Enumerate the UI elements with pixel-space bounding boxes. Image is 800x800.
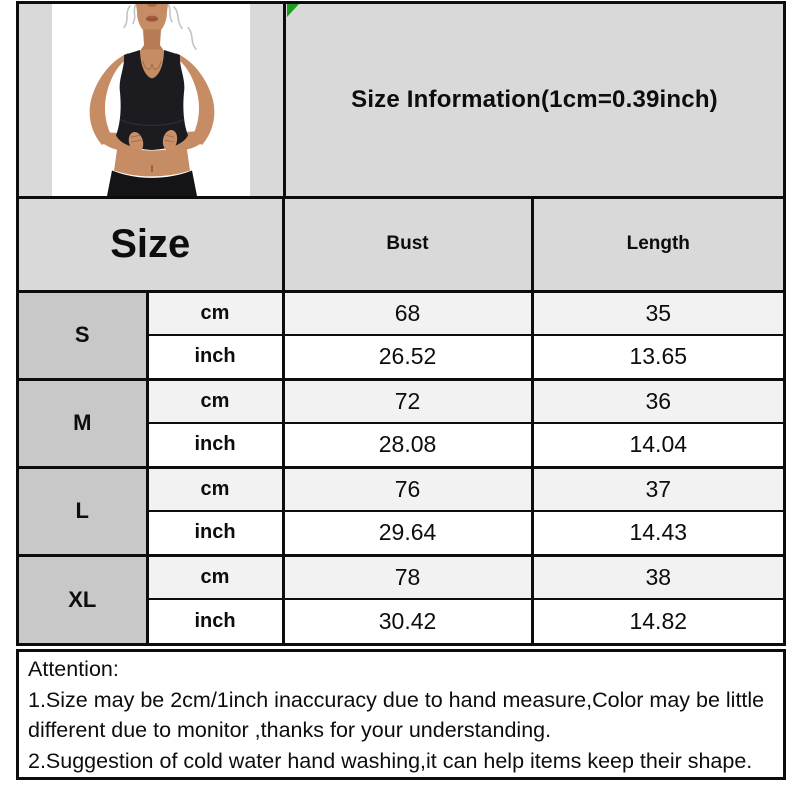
size-cell-l: L bbox=[19, 467, 147, 555]
bust-value: 72 bbox=[283, 379, 532, 423]
length-value: 14.43 bbox=[532, 511, 783, 555]
size-cell-m: M bbox=[19, 379, 147, 467]
table-row bbox=[19, 379, 783, 423]
size-cell-xl: XL bbox=[19, 555, 147, 643]
bust-value: 26.52 bbox=[283, 335, 532, 379]
table-row bbox=[19, 291, 783, 335]
bust-column-header: Bust bbox=[283, 199, 532, 291]
attention-box bbox=[16, 649, 786, 780]
table-header-row bbox=[19, 199, 783, 291]
size-cell-s: S bbox=[19, 291, 147, 379]
product-photo bbox=[52, 4, 250, 196]
size-info-title: Size Information(1cm=0.39inch) bbox=[351, 86, 718, 113]
bust-value: 28.08 bbox=[283, 423, 532, 467]
attention-note-2: 2.Suggestion of cold water hand washing,it can help items keep their shape. bbox=[28, 748, 753, 773]
model-illustration bbox=[52, 4, 250, 196]
bust-value: 30.42 bbox=[283, 599, 532, 643]
length-value: 14.82 bbox=[532, 599, 783, 643]
green-corner-marker bbox=[287, 4, 299, 17]
size-column-header: Size bbox=[19, 199, 283, 291]
size-chart-frame bbox=[16, 1, 786, 646]
unit-label: cm bbox=[147, 555, 283, 599]
unit-label: cm bbox=[147, 291, 283, 335]
unit-label: inch bbox=[147, 335, 283, 379]
size-chart-sheet bbox=[16, 1, 786, 780]
attention-heading: Attention: bbox=[28, 657, 119, 681]
length-value: 13.65 bbox=[532, 335, 783, 379]
unit-label: inch bbox=[147, 599, 283, 643]
size-info-title-cell bbox=[286, 4, 783, 196]
length-value: 38 bbox=[532, 555, 783, 599]
length-value: 14.04 bbox=[532, 423, 783, 467]
unit-label: cm bbox=[147, 467, 283, 511]
size-table bbox=[19, 199, 783, 643]
table-row bbox=[19, 555, 783, 599]
table-row bbox=[19, 467, 783, 511]
bust-value: 68 bbox=[283, 291, 532, 335]
length-value: 36 bbox=[532, 379, 783, 423]
product-photo-cell bbox=[19, 4, 286, 196]
length-column-header: Length bbox=[532, 199, 783, 291]
top-row bbox=[19, 4, 783, 199]
unit-label: inch bbox=[147, 423, 283, 467]
length-value: 35 bbox=[532, 291, 783, 335]
bust-value: 76 bbox=[283, 467, 532, 511]
bust-value: 78 bbox=[283, 555, 532, 599]
unit-label: inch bbox=[147, 511, 283, 555]
length-value: 37 bbox=[532, 467, 783, 511]
bust-value: 29.64 bbox=[283, 511, 532, 555]
attention-note-1: 1.Size may be 2cm/1inch inaccuracy due to hand measure,Color may be little different due to monitor ,thanks for your understanding. bbox=[28, 687, 765, 743]
unit-label: cm bbox=[147, 379, 283, 423]
